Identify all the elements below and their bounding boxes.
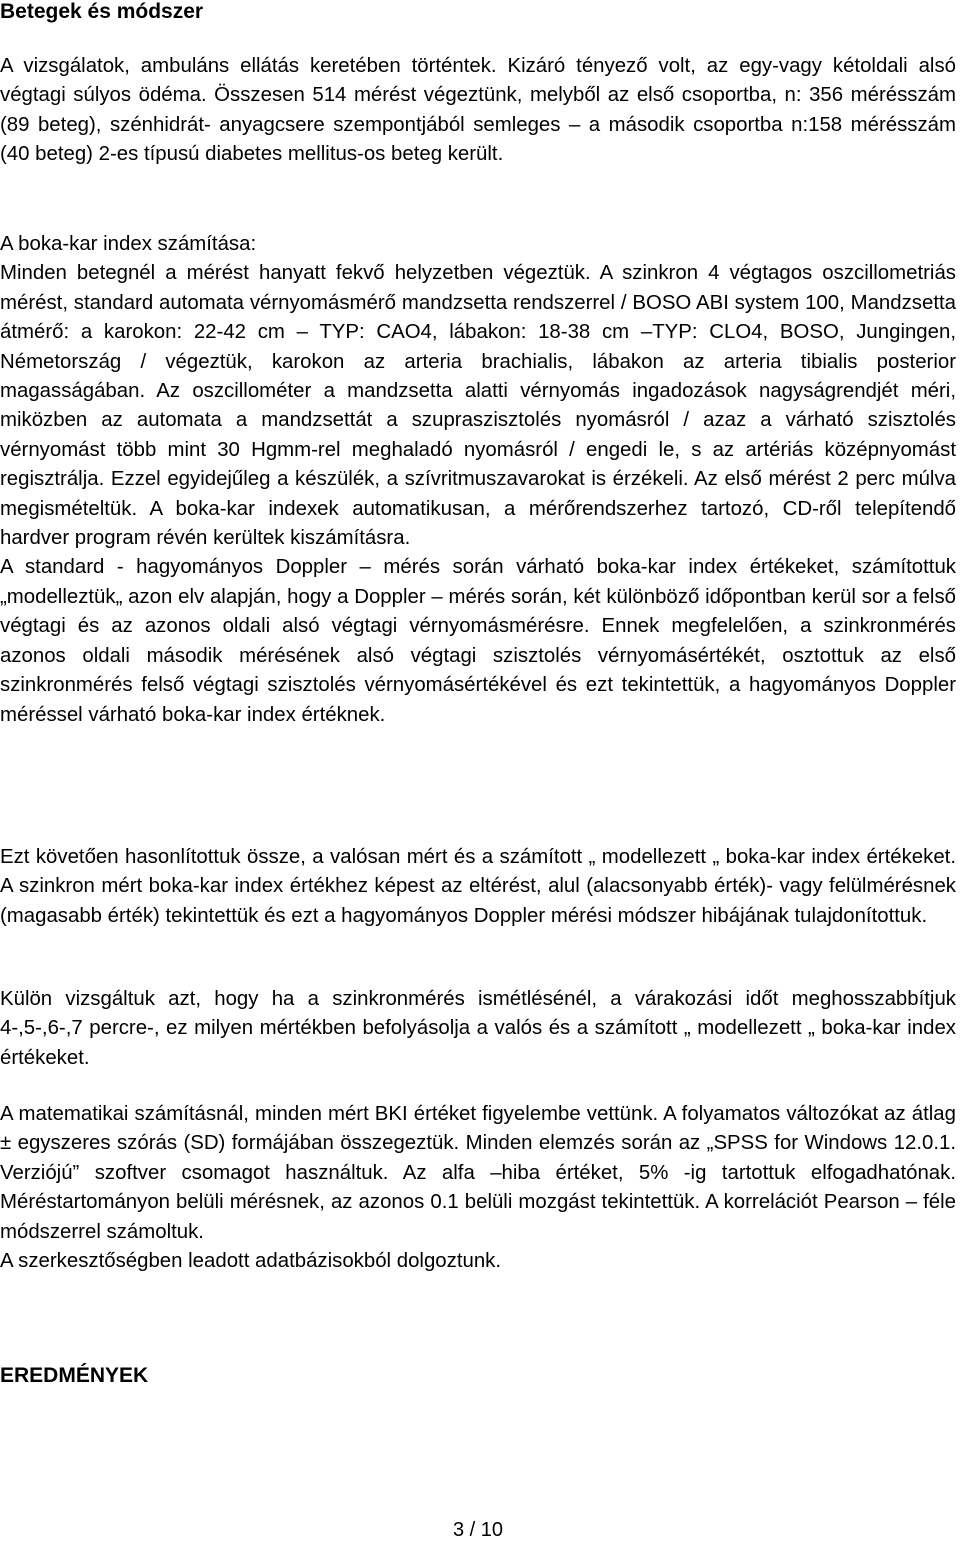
paragraph-abi-method: Minden betegnél a mérést hanyatt fekvő helyzetben végeztük. A szinkron 4 végtagos oszcillometriás mérést, standard automata vérnyomásmérő mandzsetta rendszerrel / BOSO ABI system 100, Mandzsetta átmérő: a karokon: 22-42 cm – TYP: CAO4, lábakon: 18-38 cm –TYP: CLO4, BOSO, Jungingen, Németország / végeztük, karokon az arteria brachialis, lábakon az arteria tibialis posterior magasságában. Az oszcillométer a mandzsetta alatti vérnyomás ingadozások nagyságrendjét méri, miközben az automata a mandzsettát a szupraszisztolés nyomásról / azaz a várható szisztolés vérnyomást több mint 30 Hgmm-rel meghaladó nyomásról / engedi le, s az artériás középnyomást regisztrálja. Ezzel egyidejűleg a készülék, a szívritmuszavarokat is érzékeli. Az első mérést 2 perc múlva megismételtük. A boka-kar indexek automatikusan, a mérőrendszerhez tartozó, CD-ről telepítendő hardver program révén kerültek kiszámításra. (0, 262, 956, 550)
paragraph-block-statistics (0, 1100, 956, 1276)
section-title: Betegek és módszer (0, 0, 204, 23)
paragraph-database: A szerkesztőségben leadott adatbázisokból dolgoztunk. (0, 1250, 502, 1273)
paragraph-doppler: A standard - hagyományos Doppler – mérés során várható boka-kar index értékeket, számítottuk „modelleztük„ azon elv alapján, hogy a Doppler – mérés során, két különböző időpontban kerül sor a felső végtagi és az azonos oldali alsó végtagi vérnyomásmérésre. Ennek megfelelően, a szinkronmérés azonos oldali második mérésének alsó végtagi szisztolés vérnyomásértékét, osztottuk az első szinkronmérés felső végtagi szisztolés vérnyomásértékével és ezt tekintettük, a hagyományos Doppler méréssel várható boka-kar index értéknek. (0, 556, 956, 726)
paragraph-patients: A vizsgálatok, ambuláns ellátás keretében történtek. Kizáró tényező volt, az egy-vagy kétoldali alsó végtagi súlyos ödéma. Összesen 514 mérést végeztünk, melyből az első csoportba, n: 356 mérésszám (89 beteg), szénhidrát- anyagcsere szempontjából semleges – a második csoportba n:158 mérésszám (40 beteg) 2-es típusú diabetes mellitus-os beteg került. (0, 55, 956, 166)
paragraph-block-comparison (0, 843, 956, 931)
results-title: EREDMÉNYEK (0, 1364, 149, 1387)
paragraph-block-intro (0, 52, 956, 170)
page-number: 3 / 10 (452, 1519, 504, 1541)
paragraph-statistics: A matematikai számításnál, minden mért BKI értéket figyelembe vettünk. A folyamatos változókat az átlag ± egyszeres szórás (SD) formájában összegeztük. Minden elemzés során az „SPSS for Windows 12.0.1. Verziójú” szoftver csomagot használtuk. Az alfa –hiba értéket, 5% -ig tartottuk elfogadhatónak. Méréstartományon belüli mérésnek, az azonos 0.1 belüli mozgást tekintettük. A korrelációt Pearson – féle módszerrel számoltuk. (0, 1103, 956, 1243)
paragraph-comparison: Ezt követően hasonlítottuk össze, a valósan mért és a számított „ modellezett „ boka-kar index értékeket. A szinkron mért boka-kar index értékhez képest az eltérést, alul (alacsonyabb érték)- vagy felülmérésnek (magasabb érték) tekintettük és ezt a hagyományos Doppler mérési módszer hibájának tulajdonítottuk. (0, 846, 956, 927)
paragraph-block-abi (0, 230, 956, 730)
paragraph-block-waiting (0, 985, 956, 1073)
paragraph-waiting-time: Külön vizsgáltuk azt, hogy ha a szinkronmérés ismétlésénél, a várakozási időt meghosszabbítjuk 4-,5-,6-,7 percre-, ez milyen mértékben befolyásolja a valós és a számított „ modellezett „ boka-kar index értékeket. (0, 988, 956, 1069)
paragraph-abi-title: A boka-kar index számítása: (0, 233, 257, 255)
